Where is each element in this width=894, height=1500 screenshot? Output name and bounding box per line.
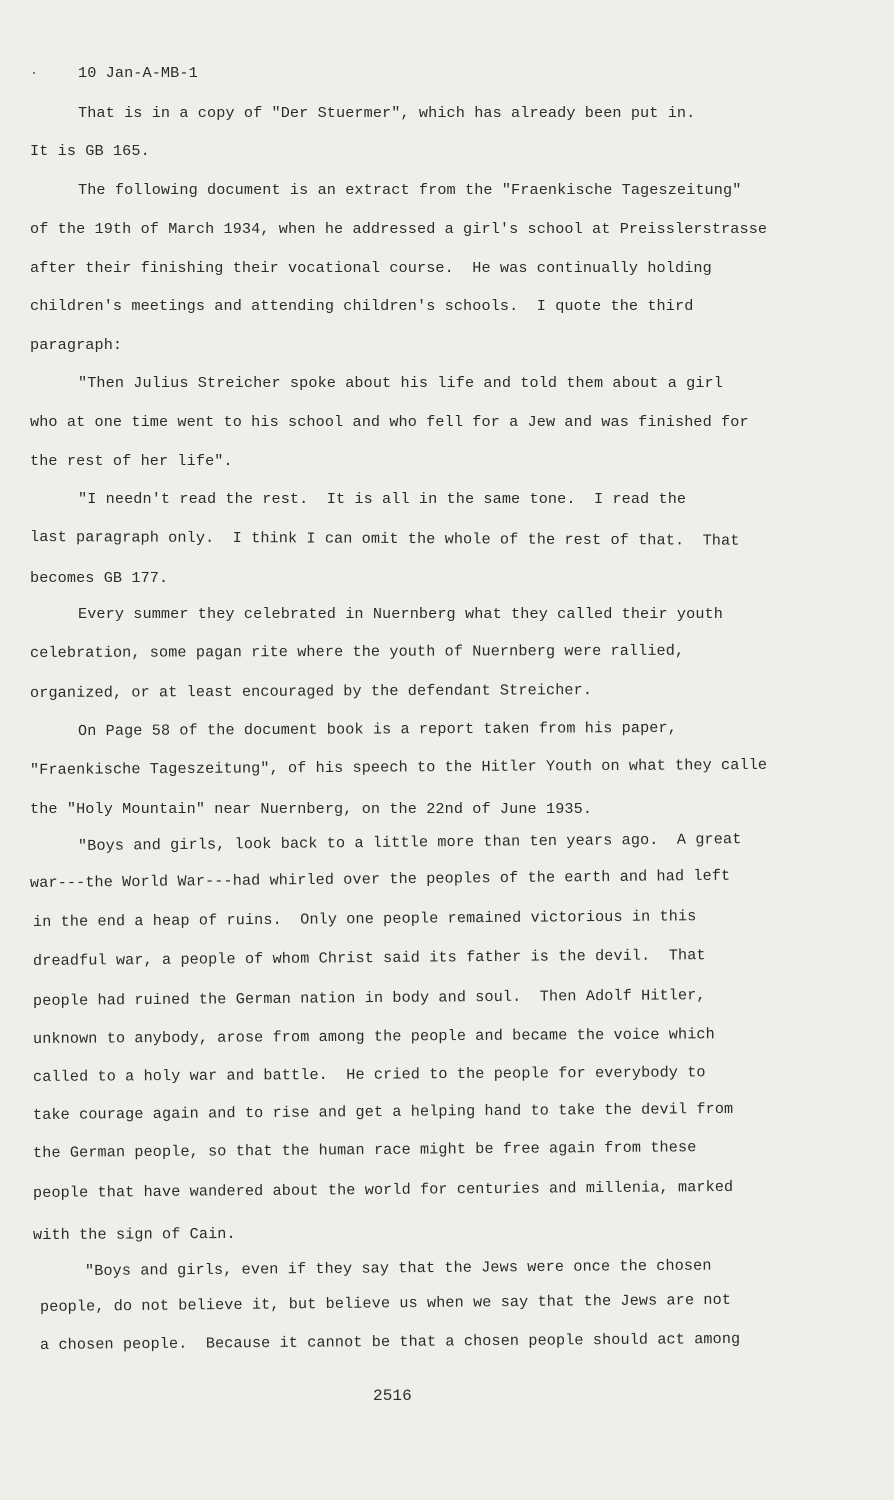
text-line: "Boys and girls, even if they say that the Jews were once the chosen: [84, 1256, 712, 1280]
text-line: after their finishing their vocational course. He was continually holding: [30, 259, 712, 277]
text-line: "I needn't read the rest. It is all in the same tone. I read the: [78, 490, 687, 508]
text-line: last paragraph only. I think I can omit the whole of the rest of that. That: [29, 528, 740, 550]
text-line: of the 19th of March 1934, when he addressed a girl's school at Preisslerstrasse: [30, 220, 768, 238]
text-line: organized, or at least encouraged by the defendant Streicher.: [29, 681, 593, 702]
text-line: called to a holy war and battle. He cried to the people for everybody to: [32, 1063, 706, 1086]
text-line: It is GB 165.: [30, 142, 150, 160]
text-line: people that have wandered about the world for centuries and millenia, marked: [32, 1177, 734, 1202]
page-number: 2516: [373, 1387, 412, 1405]
text-line: the "Holy Mountain" near Nuernberg, on the 22nd of June 1935.: [30, 800, 593, 818]
margin-mark: [33, 72, 35, 74]
text-line: the German people, so that the human race might be free again from these: [32, 1138, 697, 1162]
text-line: a chosen people. Because it cannot be that a chosen people should act among: [39, 1329, 741, 1354]
text-line: who at one time went to his school and who fell for a Jew and was finished for: [30, 413, 749, 431]
text-line: "Fraenkische Tageszeitung", of his speech to the Hitler Youth on what they calle: [29, 755, 768, 779]
text-line: take courage again and to rise and get a helping hand to take the devil from: [32, 1099, 734, 1124]
text-line: "Then Julius Streicher spoke about his life and told them about a girl: [78, 374, 723, 392]
text-line: with the sign of Cain.: [32, 1224, 236, 1244]
text-line: the rest of her life".: [30, 452, 233, 470]
text-line: dreadful war, a people of whom Christ said its father is the devil. That: [32, 946, 706, 970]
text-line: people had ruined the German nation in body and soul. Then Adolf Hitler,: [32, 986, 706, 1010]
text-line: unknown to anybody, arose from among the people and became the voice which: [32, 1025, 715, 1048]
text-line: celebration, some pagan rite where the youth of Nuernberg were rallied,: [29, 641, 685, 662]
text-line: in the end a heap of ruins. Only one people remained victorious in this: [32, 907, 697, 931]
text-line: Every summer they celebrated in Nuernberg what they called their youth: [78, 605, 723, 623]
text-line: The following document is an extract from the "Fraenkische Tageszeitung": [78, 181, 742, 199]
text-line: paragraph:: [30, 336, 123, 354]
text-line: On Page 58 of the document book is a report taken from his paper,: [77, 718, 677, 740]
text-line: That is in a copy of "Der Stuermer", which has already been put in.: [78, 104, 696, 122]
text-line: "Boys and girls, look back to a little more than ten years ago. A great: [77, 830, 742, 855]
text-line: children's meetings and attending children's schools. I quote the third: [30, 297, 694, 315]
text-line: war---the World War---had whirled over the peoples of the earth and had left: [29, 866, 731, 892]
text-line: becomes GB 177.: [30, 569, 169, 587]
text-line: people, do not believe it, but believe us when we say that the Jews are not: [39, 1290, 732, 1316]
page-header: 10 Jan-A-MB-1: [78, 64, 198, 82]
